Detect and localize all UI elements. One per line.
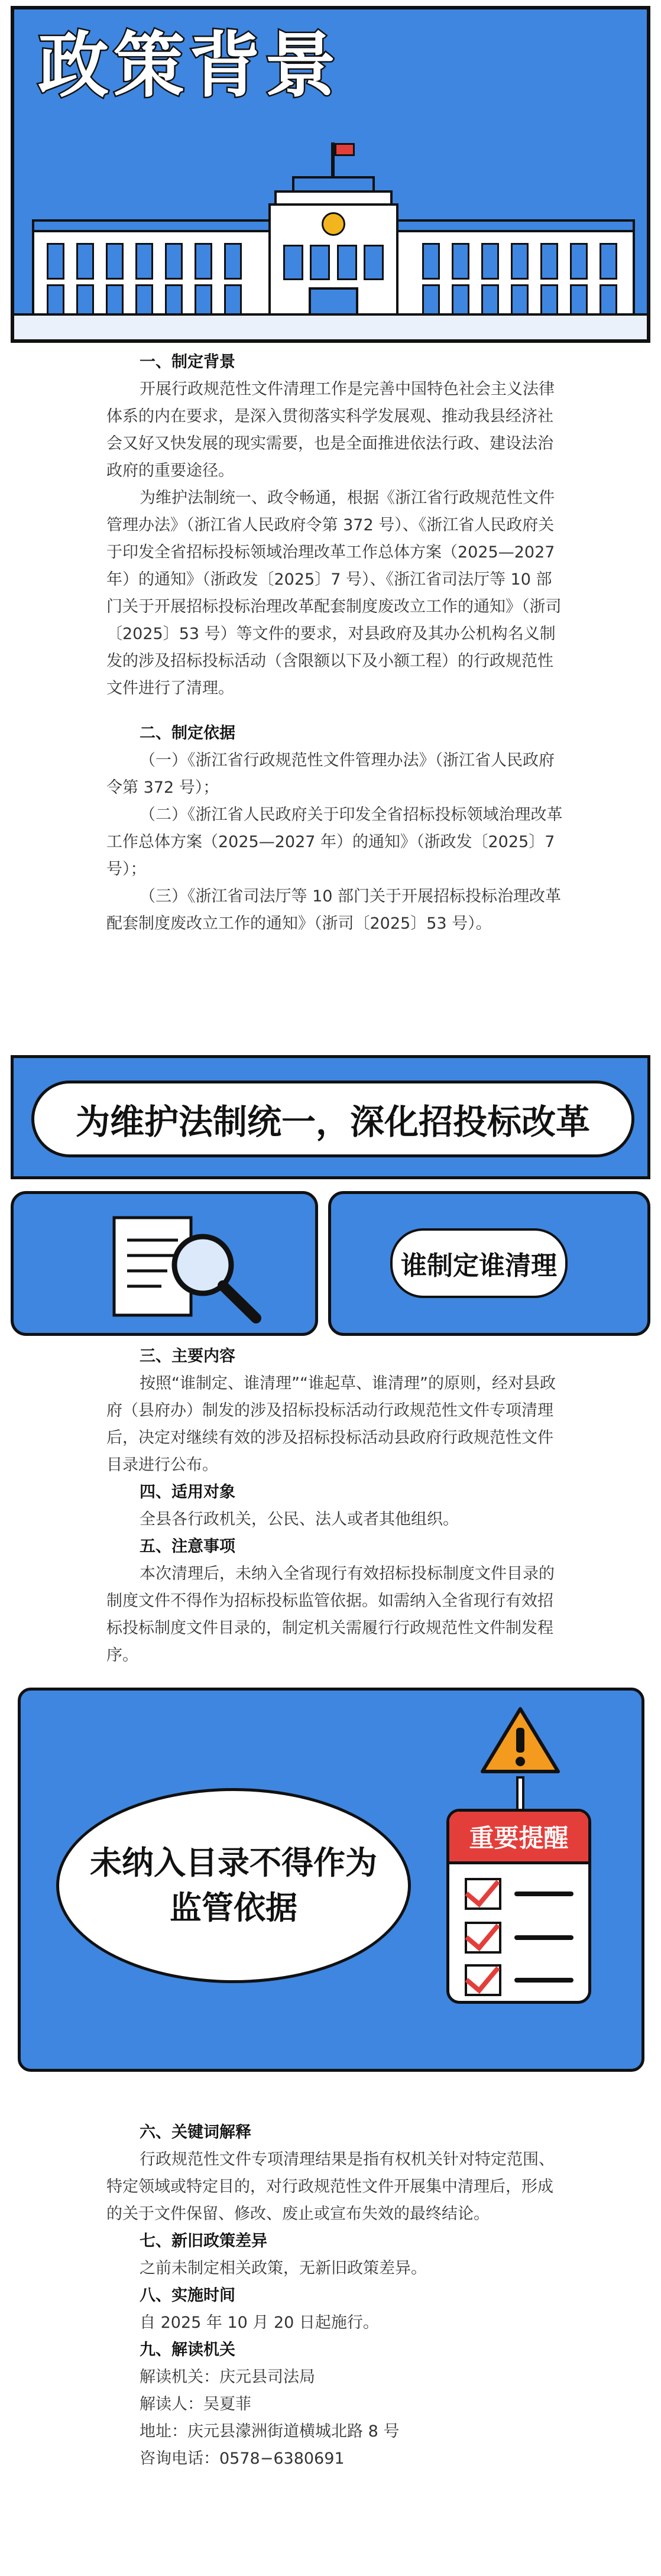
tower-window bbox=[337, 245, 357, 280]
window bbox=[452, 243, 469, 280]
flag-cloth bbox=[335, 143, 355, 156]
hero-title: 政策背景 bbox=[38, 25, 341, 107]
window bbox=[422, 243, 440, 280]
important-reminder-panel bbox=[18, 1688, 644, 2072]
window bbox=[76, 243, 94, 280]
paragraph: 开展行政规范性文件清理工作是完善中国特色社会主义法律体系的内在要求，是深入贯彻落实科学发展观、推动我县经济社会又好又快发展的现实需要，也是全面推进依法行政、建设法治政府的重要途径。 bbox=[106, 380, 555, 480]
paragraph: 行政规范性文件专项清理结果是指有权机关针对特定范围、特定领域或特定目的，对行政规范性文件开展集中清理后，形成的关于文件保留、修改、废止或宣布失效的最终结论。 bbox=[106, 2150, 555, 2223]
section-heading: 九、解读机关 bbox=[140, 2341, 235, 2359]
window bbox=[481, 243, 499, 280]
reminder-line-1: 未纳入目录不得作为 bbox=[90, 1844, 377, 1881]
paragraph: 全县各行政机关，公民、法人或者其他组织。 bbox=[140, 1510, 459, 1529]
paragraph: 之前未制定相关政策，无新旧政策差异。 bbox=[140, 2259, 427, 2277]
warning-icon bbox=[479, 1705, 562, 1776]
section-heading: 三、主要内容 bbox=[140, 1347, 235, 1365]
right-wing-roof bbox=[387, 219, 635, 232]
contact-line: 解读人：吴夏菲 bbox=[140, 2395, 251, 2413]
section-heading: 二、制定依据 bbox=[140, 724, 235, 742]
policy-text-block-1 bbox=[106, 349, 568, 937]
paragraph: 为维护法制统一、政令畅通，根据《浙江省行政规范性文件管理办法》（浙江省人民政府令第 372 号）、《浙江省人民政府关于印发全省招标投标领域治理改革工作总体方案（2025—2027 年）的通知》（浙政发〔2025〕7 号）、《浙江省司法厅等 10 部门关于开展招标投标治理改革配套制度废改立工作的通知》（浙司〔2025〕53 号）等文件的要求，对县政府及其办公机构名义制发的涉及招标投标活动（含限额以下及小额工程）的行政规范性文件进行了清理。 bbox=[106, 489, 562, 697]
paragraph: 按照“谁制定、谁清理”“谁起草、谁清理”的原则，经对县政府（县府办）制发的涉及招标投标活动行政规范性文件专项清理后，决定对继续有效的涉及招标投标活动县政府行政规范性文件目录进行公布。 bbox=[106, 1374, 556, 1474]
policy-text-block-3 bbox=[106, 2119, 568, 2473]
sign-pole bbox=[516, 1776, 524, 1812]
window bbox=[165, 243, 183, 280]
tower-window bbox=[364, 245, 384, 280]
tower-window bbox=[310, 245, 330, 280]
window bbox=[511, 243, 529, 280]
window bbox=[135, 243, 153, 280]
reform-banner-text: 为维护法制统一，深化招投标改革 bbox=[31, 1081, 634, 1157]
tower-window bbox=[283, 245, 303, 280]
section-heading: 五、注意事项 bbox=[140, 1537, 235, 1556]
reminder-bubble bbox=[56, 1788, 411, 1983]
left-wing bbox=[32, 219, 280, 326]
checklist-line bbox=[514, 1978, 573, 1983]
window bbox=[600, 243, 617, 280]
reminder-board-title: 重要提醒 bbox=[449, 1812, 588, 1864]
hero-banner bbox=[11, 6, 650, 343]
reminder-board bbox=[446, 1809, 591, 2004]
who-makes-who-cleans-label: 谁制定谁清理 bbox=[390, 1228, 568, 1298]
reform-banner bbox=[11, 1055, 650, 1179]
section-heading: 七、新旧政策差异 bbox=[140, 2232, 267, 2250]
window bbox=[106, 243, 124, 280]
list-item: （二）《浙江省人民政府关于印发全省招标投标领域治理改革工作总体方案（2025—2027 年）的通知》（浙政发〔2025〕7 号）； bbox=[106, 806, 563, 878]
window bbox=[570, 243, 588, 280]
section-heading: 四、适用对象 bbox=[140, 1483, 235, 1501]
window bbox=[195, 243, 212, 280]
window bbox=[540, 243, 558, 280]
contact-line: 咨询电话：0578−6380691 bbox=[140, 2450, 345, 2468]
section-heading: 八、实施时间 bbox=[140, 2286, 235, 2305]
ground bbox=[14, 313, 647, 339]
window bbox=[224, 243, 242, 280]
left-wing-roof bbox=[32, 219, 280, 232]
list-item: （一）《浙江省行政规范性文件管理办法》（浙江省人民政府令第 372 号）； bbox=[106, 751, 555, 797]
reminder-line-2: 监管依据 bbox=[170, 1889, 297, 1926]
paragraph: 自 2025 年 10 月 20 日起施行。 bbox=[140, 2314, 379, 2332]
checklist-line bbox=[514, 1892, 573, 1896]
document-search-icon bbox=[14, 1194, 318, 1336]
who-makes-who-cleans-card bbox=[328, 1191, 650, 1336]
section-heading: 一、制定背景 bbox=[140, 353, 235, 371]
policy-text-block-2 bbox=[106, 1343, 568, 1669]
contact-line: 地址：庆元县濛洲街道横城北路 8 号 bbox=[140, 2422, 400, 2441]
section-heading: 六、关键词解释 bbox=[140, 2123, 251, 2142]
list-item: （三）《浙江省司法厅等 10 部门关于开展招标投标治理改革配套制度废改立工作的通知》（浙司〔2025〕53 号）。 bbox=[106, 887, 562, 933]
contact-line: 解读机关：庆元县司法局 bbox=[140, 2368, 315, 2386]
emblem-icon bbox=[322, 212, 345, 236]
document-search-card bbox=[11, 1191, 318, 1336]
paragraph: 本次清理后，未纳入全省现行有效招标投标制度文件目录的制度文件不得作为招标投标监管依据。如需纳入全省现行有效招标投标制度文件目录的，制定机关需履行行政规范性文件制发程序。 bbox=[106, 1565, 555, 1665]
window bbox=[47, 243, 64, 280]
checklist-line bbox=[514, 1935, 573, 1940]
